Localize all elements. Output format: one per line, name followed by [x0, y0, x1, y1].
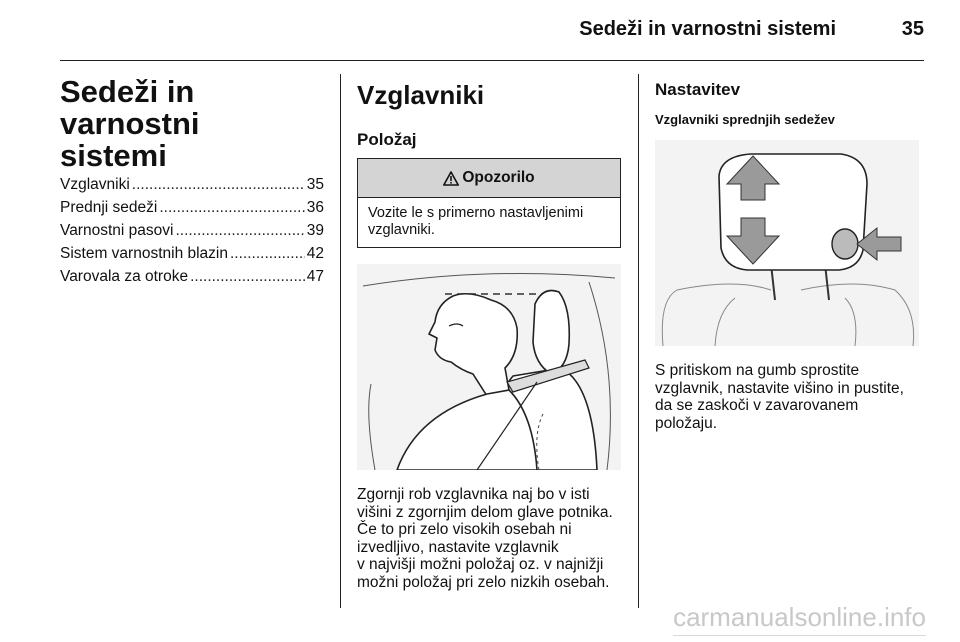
- toc-page: 47: [306, 268, 324, 285]
- toc-page: 39: [306, 222, 324, 239]
- toc-leader: [175, 222, 304, 240]
- headrest-position-illustration: [357, 264, 621, 470]
- section-title: Vzglavniki: [357, 80, 485, 110]
- toc-page: 36: [306, 199, 324, 216]
- toc-label: Vzglavniki: [60, 176, 130, 193]
- toc-entry[interactable]: [60, 199, 324, 222]
- page-number: 35: [901, 18, 924, 40]
- adjust-instructions: [655, 362, 925, 432]
- watermark-underline: [673, 635, 926, 636]
- toc-entry[interactable]: [60, 176, 324, 199]
- headrest-adjust-illustration: [655, 140, 919, 346]
- section-subtitle: Položaj: [357, 130, 417, 149]
- text-line: možni položaj pri zelo nizkih osebah.: [357, 573, 610, 591]
- header-rule: [60, 60, 924, 61]
- toc-leader: [132, 176, 305, 194]
- text-line: da se zaskoči v zavarovanem: [655, 397, 859, 414]
- column-divider-1: [340, 74, 341, 608]
- warning-title: Opozorilo: [462, 169, 535, 186]
- toc-label: Varnostni pasovi: [60, 222, 174, 239]
- toc-entry[interactable]: [60, 222, 324, 245]
- text-line: izvedljivo, nastavite vzglavnik: [357, 538, 559, 556]
- adjust-subtitle: Vzglavniki sprednjih sedežev: [655, 112, 835, 127]
- text-line: višini z zgornjim delom glave potnika.: [357, 503, 613, 521]
- text-line: vzglavnik, nastavite višino in pustite,: [655, 379, 904, 397]
- chapter-title-line-2: sistemi: [60, 138, 167, 173]
- watermark: [673, 602, 926, 636]
- running-header: Sedeži in varnostni sistemi: [579, 18, 836, 40]
- toc-entry[interactable]: [60, 245, 324, 268]
- toc-label: Prednji sedeži: [60, 199, 158, 216]
- position-instructions: [357, 486, 629, 591]
- column-divider-2: [638, 74, 639, 608]
- text-line: položaju.: [655, 414, 718, 432]
- warning-triangle-icon: [443, 171, 459, 186]
- toc-leader: [159, 199, 304, 217]
- toc-page: 35: [306, 176, 324, 193]
- toc-page: 42: [306, 245, 324, 262]
- text-line: Zgornji rob vzglavnika naj bo v isti: [357, 486, 590, 503]
- toc-leader: [230, 245, 305, 263]
- toc-label: Sistem varnostnih blazin: [60, 245, 228, 262]
- warning-header: [358, 159, 620, 198]
- toc-leader: [190, 268, 305, 286]
- text-line: v najvišji možni položaj oz. v najnižji: [357, 556, 604, 573]
- chapter-title-line-1: Sedeži in varnostni: [60, 74, 200, 141]
- chapter-title: [60, 76, 330, 172]
- toc-entry[interactable]: [60, 268, 324, 291]
- table-of-contents: [60, 176, 324, 291]
- toc-label: Varovala za otroke: [60, 268, 189, 285]
- text-line: Če to pri zelo visokih osebah ni: [357, 521, 572, 538]
- warning-box: [357, 158, 621, 248]
- warning-text: Vozite le s primerno nastavljenimi vzglavniki.: [368, 205, 584, 238]
- watermark-text: carmanualsonline.info: [673, 602, 926, 632]
- adjust-title: Nastavitev: [655, 80, 741, 99]
- text-line: S pritiskom na gumb sprostite: [655, 362, 860, 379]
